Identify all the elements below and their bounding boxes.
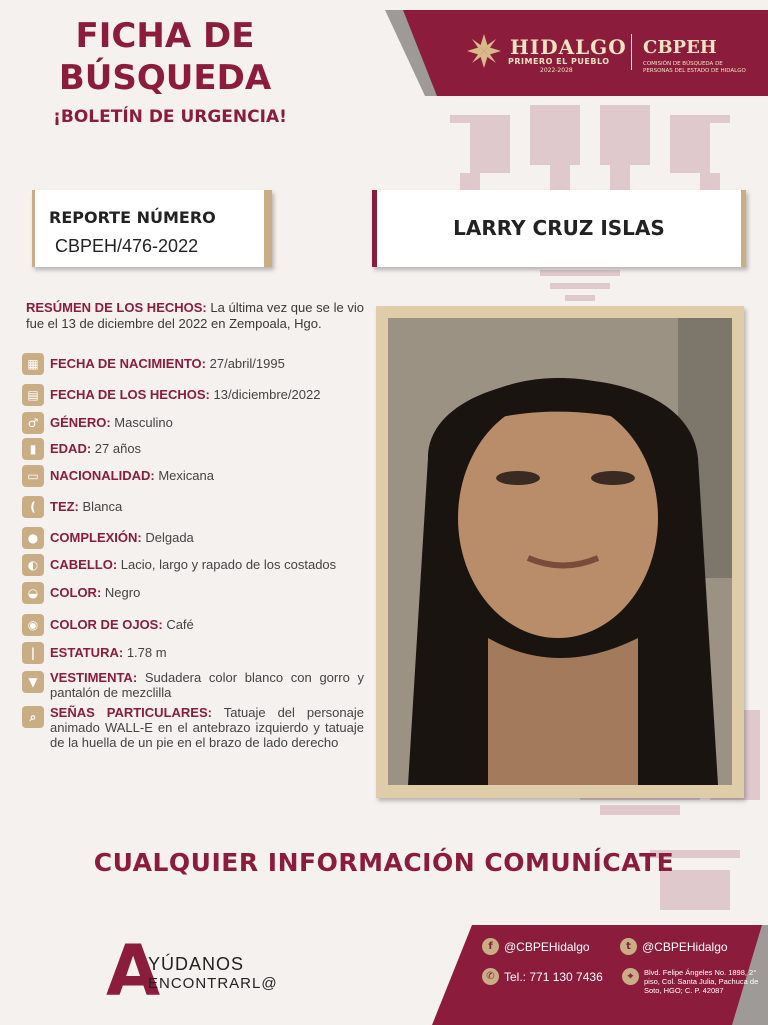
brand-cbpeh: CBPEH (643, 37, 717, 58)
color-icon: ◒ (22, 582, 44, 604)
field-value: Lacio, largo y rapado de los costados (120, 557, 337, 572)
page-title: FICHA DE (75, 16, 255, 56)
field-row (22, 582, 382, 604)
skin-icon: ( (22, 496, 44, 518)
cake-icon: ▦ (22, 353, 44, 375)
ayudanos-line1: YÚDANOS (148, 954, 245, 974)
field-label: EDAD: (50, 441, 92, 456)
field-value: Mexicana (158, 468, 214, 483)
facebook-contact[interactable] (482, 938, 590, 955)
field-row (22, 465, 382, 487)
field-value: Tatuaje del personaje animado WALL-E en el antebrazo izquierdo y tatuaje de la huella de un pie en el brazo de lado derecho (50, 705, 364, 750)
urgent-subtitle: ¡BOLETÍN DE URGENCIA! (53, 107, 287, 127)
field-label: GÉNERO: (50, 415, 111, 430)
twitter-icon: t (620, 938, 637, 955)
field-value: Sudadera color blanco con gorro y pantalón de mezclilla (50, 670, 364, 700)
field-row (22, 496, 382, 518)
field-row (22, 614, 382, 636)
phone-icon: ✆ (482, 968, 499, 985)
person-name: LARRY CRUZ ISLAS (453, 216, 665, 240)
name-card (372, 190, 746, 267)
field-value: 27/abril/1995 (209, 356, 285, 371)
field-row (22, 527, 382, 549)
field-value: Masculino (114, 415, 173, 430)
field-label: CABELLO: (50, 557, 118, 572)
brand-hidalgo: HIDALGO (510, 35, 627, 59)
phone-number[interactable]: Tel.: 771 130 7436 (504, 969, 603, 984)
brand-hidalgo-years: 2022-2028 (540, 67, 573, 74)
field-label: COMPLEXIÓN: (50, 530, 142, 545)
field-value: Delgada (145, 530, 194, 545)
summary-text (26, 300, 364, 332)
field-label: FECHA DE LOS HECHOS: (50, 387, 210, 402)
id-card-icon: ▭ (22, 465, 44, 487)
field-row-marks (22, 705, 364, 750)
facebook-icon: f (482, 938, 499, 955)
field-label: FECHA DE NACIMIENTO: (50, 356, 206, 371)
field-row (22, 384, 382, 406)
hair-icon: ◐ (22, 554, 44, 576)
field-label: VESTIMENTA: (50, 670, 138, 685)
twitter-handle[interactable]: @CBPEHidalgo (642, 939, 728, 954)
field-row (22, 353, 382, 375)
facebook-handle[interactable]: @CBPEHidalgo (504, 939, 590, 954)
page-title-line2: BÚSQUEDA (58, 58, 272, 98)
field-value: 1.78 m (126, 645, 167, 660)
age-icon: ▮ (22, 438, 44, 460)
summary-label: RESÚMEN DE LOS HECHOS: (26, 300, 207, 315)
field-value: Blanca (82, 499, 123, 514)
field-row (22, 412, 382, 434)
clothing-text (50, 670, 364, 700)
hidalgo-logo-icon (465, 32, 503, 70)
field-row-clothing (22, 670, 364, 700)
address: Blvd. Felipe Ángeles No. 1898, 2° piso, Col. Santa Julia, Pachuca de Soto, HGO; C. P. 42087 (644, 968, 759, 995)
twitter-contact[interactable] (620, 938, 728, 955)
brand-divider (631, 34, 632, 70)
summary-value: La última vez que se le vio fue el 13 de diciembre del 2022 en Zempoala, Hgo. (26, 300, 364, 331)
field-value: Negro (104, 585, 141, 600)
person-photo (388, 318, 732, 785)
brand-hidalgo-slogan: PRIMERO EL PUEBLO (508, 57, 610, 66)
eye-icon: ◉ (22, 614, 44, 636)
marks-text (50, 705, 364, 750)
field-row (22, 438, 382, 460)
brand-cbpeh-subtitle: COMISIÓN DE BÚSQUEDA DE PERSONAS DEL ESTADO DE HIDALGO (643, 61, 746, 74)
background-pattern (540, 265, 620, 305)
field-value: 27 años (94, 441, 142, 456)
field-row (22, 642, 382, 664)
call-to-action: CUALQUIER INFORMACIÓN COMUNÍCATE (93, 848, 675, 877)
field-label: SEÑAS PARTICULARES: (50, 705, 212, 720)
report-card (32, 190, 272, 267)
ayudanos-logo-letter: A (106, 930, 161, 1012)
magnifier-icon: ⌕ (22, 706, 44, 728)
field-value: Café (166, 617, 194, 632)
field-label: COLOR: (50, 585, 102, 600)
shirt-icon: ▼ (22, 671, 44, 693)
background-pattern (440, 95, 740, 205)
field-label: ESTATURA: (50, 645, 124, 660)
height-icon: | (22, 642, 44, 664)
calendar-icon: ▤ (22, 384, 44, 406)
field-label: TEZ: (50, 499, 79, 514)
location-icon: ⌖ (622, 968, 639, 985)
ayudanos-line2: ENCONTRARL@ (148, 975, 278, 992)
gender-icon: ♂ (22, 412, 44, 434)
field-value: 13/diciembre/2022 (213, 387, 321, 402)
photo-frame (376, 306, 744, 798)
field-row (22, 554, 382, 576)
body-icon: ● (22, 527, 44, 549)
report-label: REPORTE NÚMERO (49, 208, 216, 227)
field-label: NACIONALIDAD: (50, 468, 155, 483)
report-number: CBPEH/476-2022 (55, 236, 199, 256)
phone-contact[interactable] (482, 968, 603, 985)
field-label: COLOR DE OJOS: (50, 617, 163, 632)
